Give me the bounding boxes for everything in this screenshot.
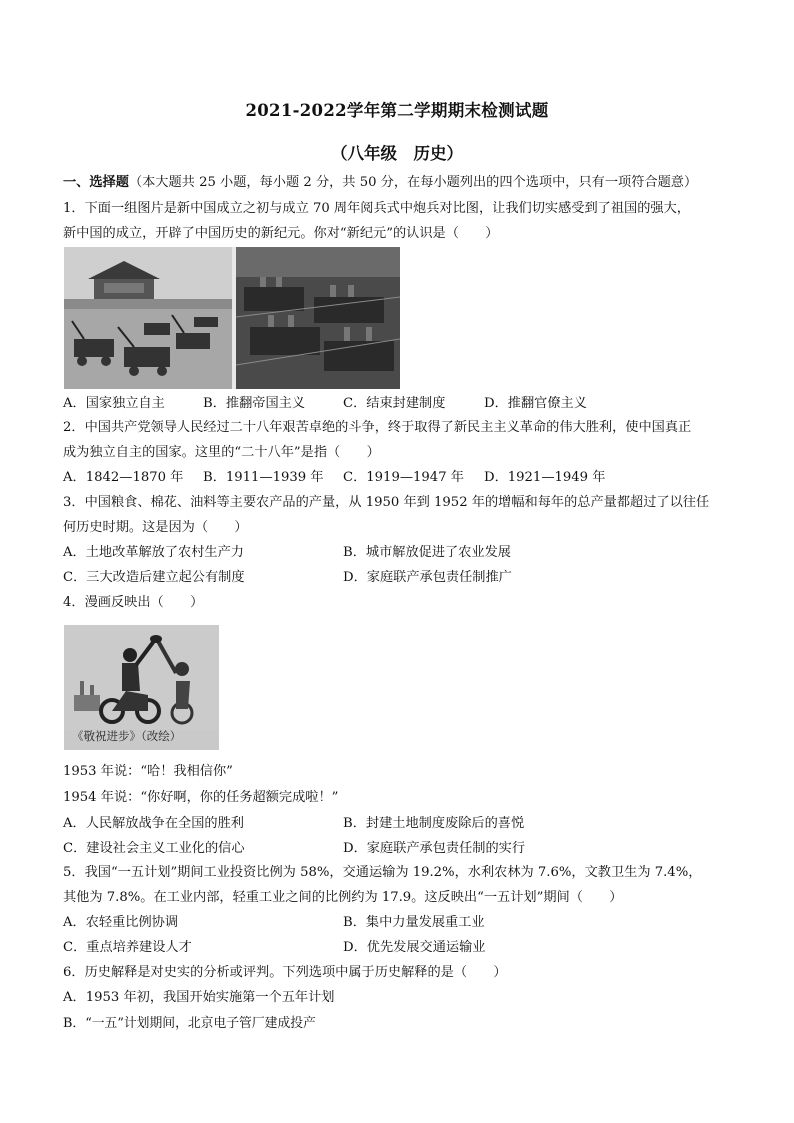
section-heading-line	[63, 174, 697, 192]
q3-option-b[interactable]: B．城市解放促进了农业发展	[343, 545, 511, 560]
q1-option-d[interactable]: D．推翻官僚主义	[484, 396, 587, 411]
q4-option-a[interactable]: A．人民解放战争在全国的胜利	[63, 816, 244, 831]
q4-option-c[interactable]: C．建设社会主义工业化的信心	[63, 841, 245, 856]
q2-stem-line2: 成为独立自主的国家。这里的“二十八年”是指（ ）	[63, 445, 380, 460]
q2-option-d[interactable]: D．1921—1949 年	[484, 470, 606, 485]
cartoon-caption: 《敬祝进步》（改绘）	[72, 729, 182, 743]
q3-option-d[interactable]: D．家庭联产承包责任制推广	[343, 570, 512, 585]
q5-option-d[interactable]: D．优先发展交通运输业	[343, 940, 486, 955]
q6-stem-line1: 6．历史解释是对史实的分析或评判。下列选项中属于历史解释的是（ ）	[63, 965, 507, 980]
q1-stem-line2: 新中国的成立，开辟了中国历史的新纪元。你对“新纪元”的认识是（ ）	[63, 226, 499, 241]
q3-stem-line1: 3．中国粮食、棉花、油料等主要农产品的产量，从 1950 年到 1952 年的增幅和每年的总产量都超过了以往任	[63, 495, 710, 510]
q2-option-a[interactable]: A．1842—1870 年	[63, 470, 184, 485]
q3-option-a[interactable]: A．土地改革解放了农村生产力	[63, 545, 244, 560]
q4-option-d[interactable]: D．家庭联产承包责任制的实行	[343, 841, 526, 856]
q1-option-b[interactable]: B．推翻帝国主义	[203, 396, 306, 411]
q2-option-b[interactable]: B．1911—1939 年	[203, 470, 324, 485]
q1-option-a[interactable]: A．国家独立自主	[63, 396, 165, 411]
q5-stem-line2: 其他为 7.8%。在工业内部，轻重工业之间的比例约为 17.9。这反映出“一五计划”期间（ ）	[63, 890, 623, 905]
parade-photo-pair	[64, 247, 400, 389]
cartoon-illustration	[64, 625, 219, 730]
q5-option-c[interactable]: C．重点培养建设人才	[63, 940, 192, 955]
q1-stem-line1: 1．下面一组图片是新中国成立之初与成立 70 周年阅兵式中炮兵对比图，让我们切实感受到了祖国的强大，	[63, 201, 690, 216]
q4-stem-line1: 4．漫画反映出（ ）	[63, 595, 204, 610]
q5-option-b[interactable]: B．集中力量发展重工业	[343, 915, 485, 930]
q3-stem-line2: 何历史时期。这是因为（ ）	[63, 520, 248, 535]
section-note: （本大题共 25 小题，每小题 2 分，共 50 分，在每小题列出的四个选项中，只有一项符合题意）	[128, 175, 698, 190]
q2-option-c[interactable]: C．1919—1947 年	[343, 470, 464, 485]
q4-quote-1953: 1953 年说：“哈！我相信你”	[63, 764, 233, 779]
q2-stem-line1: 2．中国共产党领导人民经过二十八年艰苦卓绝的斗争，终于取得了新民主主义革命的伟大胜利，使中国真正	[63, 420, 692, 435]
q5-stem-line1: 5．我国“一五计划”期间工业投资比例为 58%，交通运输为 19.2%，水利农林为 7.6%，文教卫生为 7.4%，	[63, 865, 702, 880]
q6-option-a[interactable]: A．1953 年初，我国开始实施第一个五年计划	[63, 990, 335, 1005]
parade-photo-illustration	[64, 247, 400, 389]
q3-option-c[interactable]: C．三大改造后建立起公有制度	[63, 570, 245, 585]
q5-option-a[interactable]: A．农轻重比例协调	[63, 915, 179, 930]
section-heading: 一、选择题	[63, 175, 129, 190]
q6-option-b[interactable]: B．“一五”计划期间，北京电子管厂建成投产	[63, 1016, 316, 1031]
q4-quote-1954: 1954 年说：“你好啊，你的任务超额完成啦！”	[63, 790, 339, 805]
cartoon-image	[64, 625, 219, 750]
q4-option-b[interactable]: B．封建土地制度废除后的喜悦	[343, 816, 525, 831]
page-title: 2021-2022学年第二学期期末检测试题	[245, 101, 549, 120]
q1-option-c[interactable]: C．结束封建制度	[343, 396, 446, 411]
page-subtitle: （八年级 历史）	[331, 144, 463, 163]
